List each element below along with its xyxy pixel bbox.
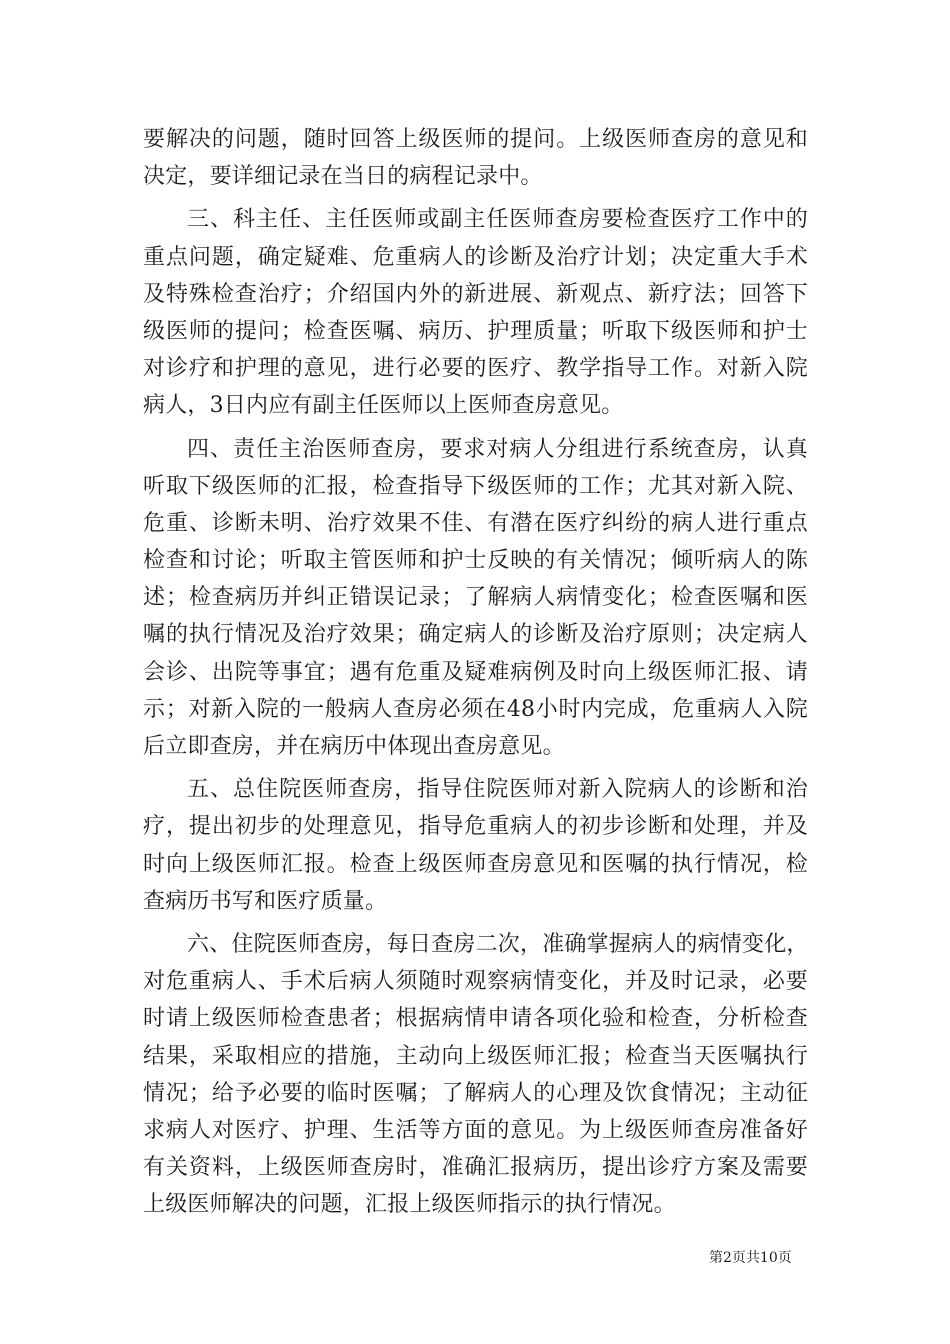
text-line: 病人，3日内应有副主任医师以上医师查房意见。 bbox=[143, 393, 624, 419]
text-line: 求病人对医疗、护理、生活等方面的意见。为上级医师查房准备好 bbox=[143, 1117, 808, 1143]
text-line-first: 四、责任主治医师查房，要求对病人分组进行系统查房，认真 bbox=[187, 436, 808, 462]
text-line: 对危重病人、手术后病人须随时观察病情变化，并及时记录，必要 bbox=[143, 969, 808, 995]
text-line: 时向上级医师汇报。检查上级医师查房意见和医嘱的执行情况，检 bbox=[143, 851, 808, 877]
text-line: 决定，要详细记录在当日的病程记录中。 bbox=[143, 164, 543, 190]
text-line: 会诊、出院等事宜；遇有危重及疑难病例及时向上级医师汇报、请 bbox=[143, 659, 808, 685]
document-body bbox=[143, 121, 808, 1223]
paragraph-continuation bbox=[143, 121, 808, 195]
text-line: 对诊疗和护理的意见，进行必要的医疗、教学指导工作。对新入院 bbox=[143, 356, 808, 382]
paragraph-section-6 bbox=[143, 926, 808, 1224]
text-line: 有关资料，上级医师查房时，准确汇报病历，提出诊疗方案及需要 bbox=[143, 1155, 808, 1181]
text-line: 述；检查病历并纠正错误记录；了解病人病情变化；检查医嘱和医 bbox=[143, 585, 808, 611]
text-line-first: 三、科主任、主任医师或副主任医师查房要检查医疗工作中的 bbox=[187, 207, 808, 233]
text-line: 检查和讨论；听取主管医师和护士反映的有关情况；倾听病人的陈 bbox=[143, 548, 808, 574]
text-line: 重点问题，确定疑难、危重病人的诊断及治疗计划；决定重大手术 bbox=[143, 244, 808, 270]
text-line: 结果，采取相应的措施，主动向上级医师汇报；检查当天医嘱执行 bbox=[143, 1043, 808, 1069]
text-line: 要解决的问题，随时回答上级医师的提问。上级医师查房的意见和 bbox=[143, 127, 808, 152]
text-line: 危重、诊断未明、治疗效果不佳、有潜在医疗纠纷的病人进行重点 bbox=[143, 510, 808, 536]
text-line: 级医师的提问；检查医嘱、病历、护理质量；听取下级医师和护士 bbox=[143, 318, 808, 344]
paragraph-section-5 bbox=[143, 771, 808, 920]
text-line: 时请上级医师检查患者；根据病情申请各项化验和检查，分析检查 bbox=[143, 1006, 808, 1032]
page-number-footer: 第2页共10页 bbox=[709, 1250, 792, 1266]
text-line-first: 五、总住院医师查房，指导住院医师对新入院病人的诊断和治 bbox=[187, 777, 808, 803]
text-line-first: 六、住院医师查房，每日查房二次，准确掌握病人的病情变化， bbox=[187, 931, 809, 957]
text-line: 疗，提出初步的处理意见，指导危重病人的初步诊断和处理，并及 bbox=[143, 814, 808, 840]
text-line: 上级医师解决的问题，汇报上级医师指示的执行情况。 bbox=[143, 1192, 676, 1218]
paragraph-section-3 bbox=[143, 201, 808, 424]
text-line: 嘱的执行情况及治疗效果；确定病人的诊断及治疗原则；决定病人 bbox=[143, 622, 808, 648]
text-line: 后立即查房，并在病历中体现出查房意见。 bbox=[143, 734, 565, 759]
text-line: 示；对新入院的一般病人查房必须在48小时内完成，危重病人入院 bbox=[143, 696, 808, 722]
text-line: 及特殊检查治疗；介绍国内外的新进展、新观点、新疗法；回答下 bbox=[143, 281, 808, 307]
text-line: 情况；给予必要的临时医嘱；了解病人的心理及饮食情况；主动征 bbox=[143, 1080, 808, 1106]
text-line: 查病历书写和医疗质量。 bbox=[143, 888, 388, 914]
text-line: 听取下级医师的汇报，检查指导下级医师的工作；尤其对新入院、 bbox=[143, 473, 808, 499]
paragraph-section-4 bbox=[143, 431, 808, 766]
